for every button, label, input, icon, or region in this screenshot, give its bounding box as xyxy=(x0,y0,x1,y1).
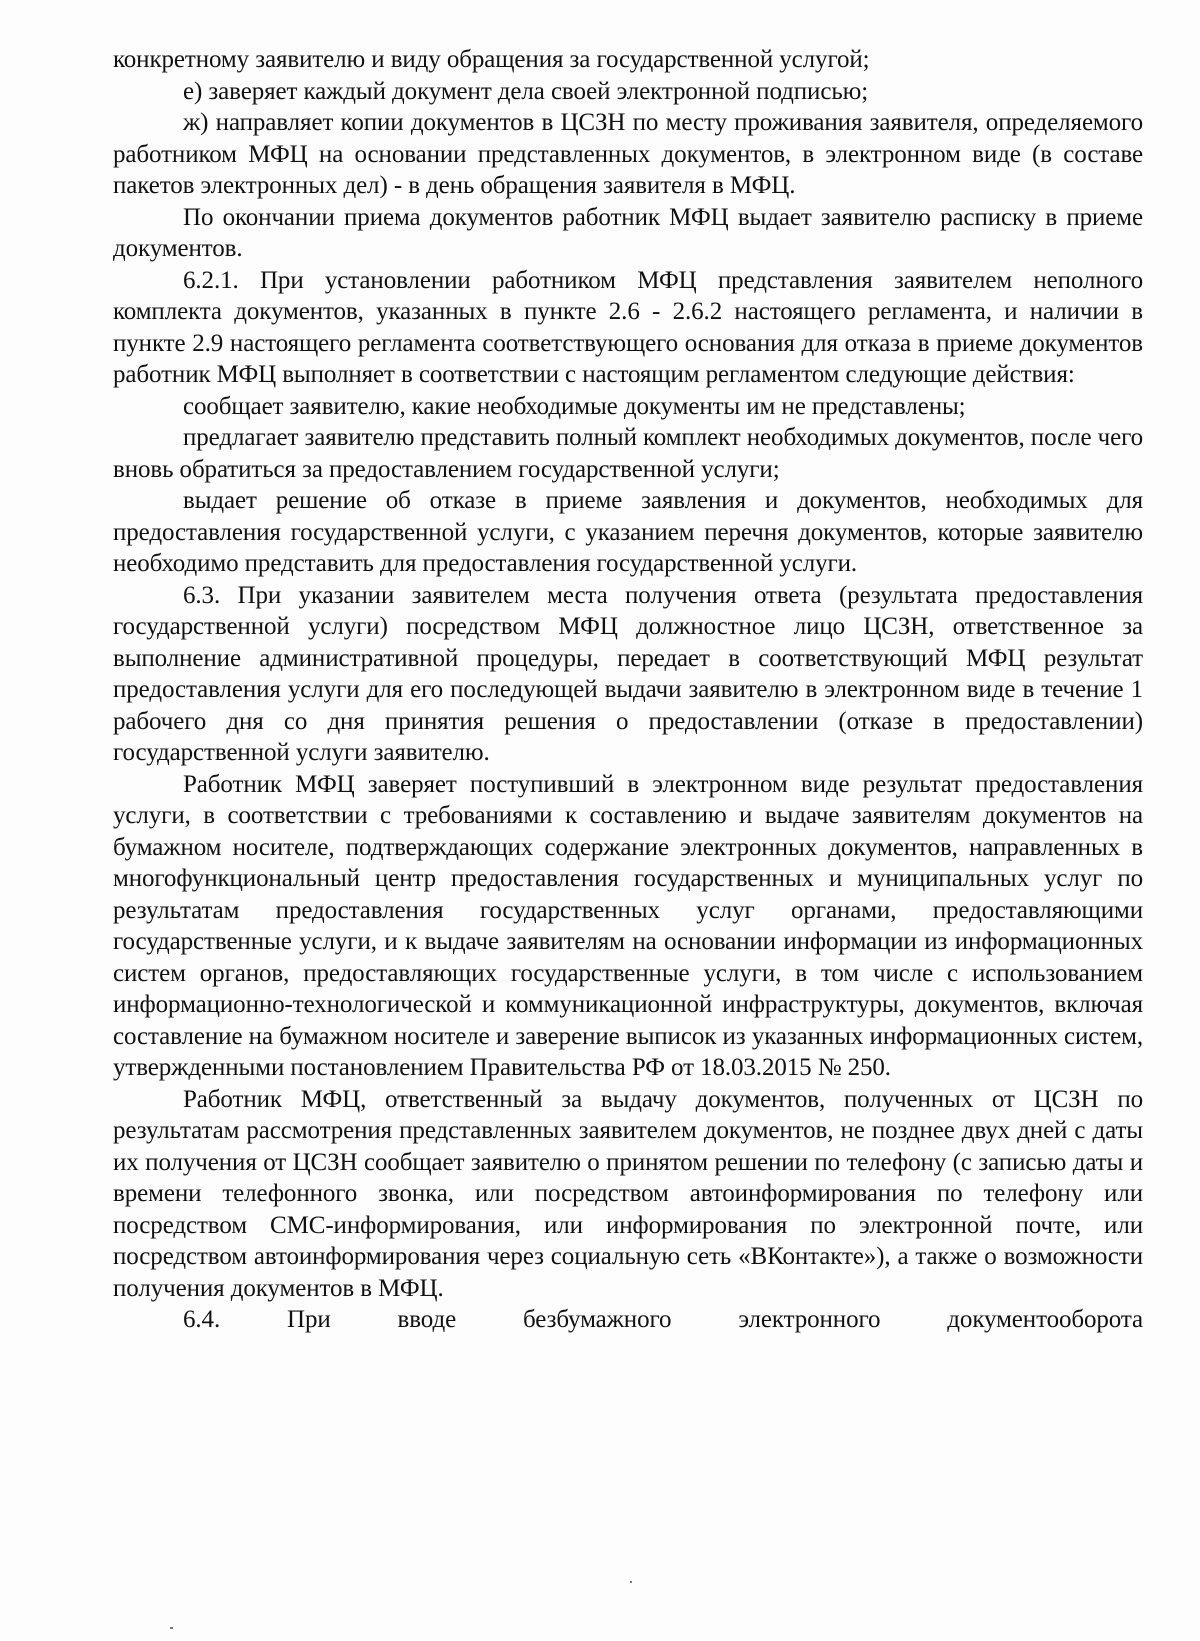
paragraph-item-zh: ж) направляет копии документов в ЦСЗН по месту проживания заявителя, определяемого работником МФЦ на основании представленных документов, в электронном виде (в составе пакетов электронных дел) - в день обращения заявителя в МФЦ. xyxy=(113,109,1143,199)
paragraph-6-3: 6.3. При указании заявителем места получения ответа (результата предоставления государственной услуги) посредством МФЦ должностное лицо ЦСЗН, ответственное за выполнение административной процедуры, передает в соответствующий МФЦ результат предоставления услуги для его последующей выдачи заявителю в электронном виде в течение 1 рабочего дня со дня принятия решения о предоставлении (отказе в предоставлении) государственной услуги заявителю. xyxy=(113,581,1143,766)
paragraph-action-refusal: выдает решение об отказе в приеме заявления и документов, необходимых для предоставления государственной услуги, с указанием перечня документов, которые заявителю необходимо представить для предоставления государственной услуги. xyxy=(113,487,1143,577)
paragraph-continuation: конкретному заявителю и виду обращения за государственной услугой; xyxy=(113,46,870,73)
paragraph-6-2-1: 6.2.1. При установлении работником МФЦ представления заявителем неполного комплекта документов, указанных в пункте 2.6 - 2.6.2 настоящего регламента, и наличии в пункте 2.9 настоящего регламента соответствующего основания для отказа в приеме документов работник МФЦ выполняет в соответствии с настоящим регламентом следующие действия: xyxy=(113,266,1143,388)
paragraph-notification: Работник МФЦ, ответственный за выдачу документов, полученных от ЦСЗН по результатам рассмотрения представленных заявителем документов, не позднее двух дней с даты их получения от ЦСЗН сообщает заявителю о принятом решении по телефону (с записью даты и времени телефонного звонка, или посредством автоинформирования по телефону или посредством СМС-информирования, или информирования по электронной почте, или посредством автоинформирования через социальную сеть «ВКонтакте»), а также о возможности получения документов в МФЦ. xyxy=(113,1085,1143,1302)
paragraph-action-inform: сообщает заявителю, какие необходимые документы им не представлены; xyxy=(183,392,966,420)
scan-artifact xyxy=(630,1581,632,1583)
paragraph-action-offer: предлагает заявителю представить полный комплект необходимых документов, после чего вновь обратиться за предоставлением государственной услуги; xyxy=(113,424,1144,483)
paragraph-certification: Работник МФЦ заверяет поступивший в электронном виде результат предоставления услуги, в соответствии с требованиями к составлению и выдаче заявителям документов на бумажном носителе, подтверждающих содержание электронных документов, направленных в многофункциональный центр предоставления государственных и муниципальных услуг по результатам предоставления государственных услуг органами, предоставляющими государственные услуги, и к выдаче заявителям на основании информации из информационных систем органов, предоставляющих государственные услуги, в том числе с использованием информационно-технологической и коммуникационной инфраструктуры, документов, включая составление на бумажном носителе и заверение выписок из указанных информационных систем, утвержденными постановлением Правительства РФ от 18.03.2015 № 250. xyxy=(113,770,1143,1081)
paragraph-item-e: е) заверяет каждый документ дела своей электронной подписью; xyxy=(183,77,869,105)
paragraph-receipt: По окончании приема документов работник МФЦ выдает заявителю расписку в приеме документов. xyxy=(113,203,1143,262)
scan-artifact xyxy=(170,1627,173,1629)
document-body xyxy=(113,44,1143,1336)
paragraph-6-4: 6.4. При вводе безбумажного электронного документооборота xyxy=(183,1306,1143,1333)
